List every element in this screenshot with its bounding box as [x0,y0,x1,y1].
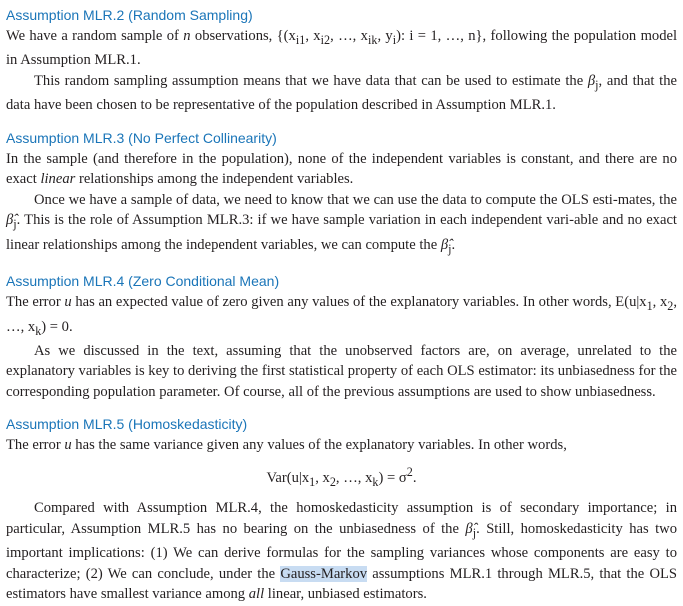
section-mlr3 [6,129,677,259]
paragraph: This random sampling assumption means that we have data that can be used to estimate the $\beta_j$, and that the data have been chosen to be representative of the population described in Assumption MLR.1. [6,72,677,114]
equation: $Var(u|x_1$, $x_2$, …, $x_k) = \sigma^2$. [266,464,417,489]
text-selection-highlight[interactable]: Gauss-Markov [280,565,368,582]
paragraph: The error u has the same variance given any values of the explanatory variables. In other words, [6,437,567,454]
section-mlr2 [6,6,677,116]
section-mlr4 [6,272,677,402]
section-mlr5 [6,415,677,604]
paragraph: Once we have a sample of data, we need to know that we can use the data to compute the OLS esti-mates, the $\betâ_j$. This is the role of Assumption MLR.3: if we have sample variation in each independent vari-able and no exact linear relationships among the independent variables, we can compute the $\betâ_j$. [6,191,677,256]
paragraph: Compared with Assumption MLR.4, the homoskedasticity assumption is of secondary importance; in particular, Assumption MLR.5 has no bearing on the unbiasedness of the $\betâ_j$. Still, homoskedasticity has two important implications: (1) We can derive formulas for the sampling variances whose components are easy to characterize; (2) We can conclude, under the Gauss-Markov assumptions MLR.1 through MLR.5, that the OLS estimators have smallest variance among all linear, unbiased estimators. [6,500,678,603]
section-heading: Assumption MLR.3 (No Perfect Collinearity) [6,129,277,146]
section-heading: Assumption MLR.2 (Random Sampling) [6,7,253,23]
paragraph: As we discussed in the text, assuming that the unobserved factors are, on average, unrelated to the explanatory variables is key to deriving the first statistical property of each OLS estimator: its unbiasedness for the corresponding population parameter. Of course, all of the previous assumptions are used to show unbiasedness. [6,342,677,400]
paragraph: We have a random sample of n observations, {($x_{i1}$, $x_{i2}$, …, $x_{ik}$, $y_i$): i = 1, …, n}, following the population model in Assumption MLR.1. [6,28,678,69]
section-heading: Assumption MLR.5 (Homoskedasticity) [6,416,248,433]
section-heading: Assumption MLR.4 (Zero Conditional Mean) [6,273,280,290]
paragraph: In the sample (and therefore in the population), none of the independent variables is constant, and there are no exact linear relationships among the independent variables. [6,150,677,188]
paragraph: The error u has an expected value of zero given any values of the explanatory variables. In other words, $E(u|x_1$, $x_2$, …, $x_k) = 0$. [6,294,678,338]
